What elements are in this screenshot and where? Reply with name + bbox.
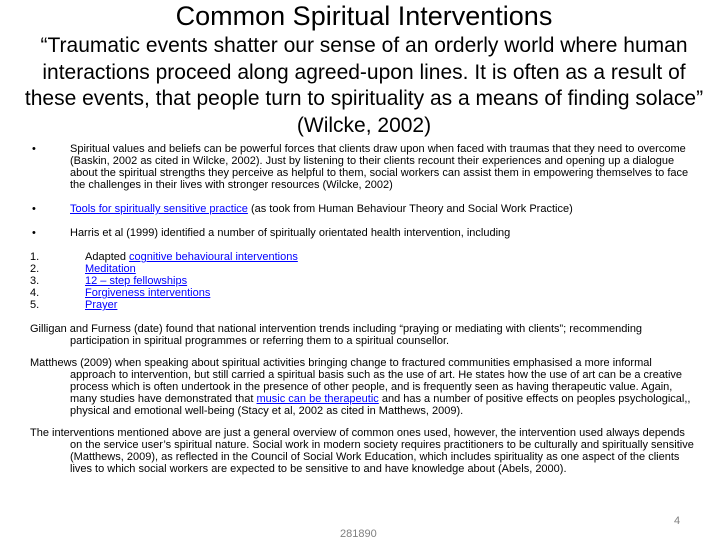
list-number: 2. <box>30 263 40 275</box>
meditation-link[interactable]: Meditation <box>85 263 136 275</box>
tools-for-practice-link[interactable]: Tools for spiritually sensitive practice <box>70 203 248 215</box>
bullet-mark: • <box>32 143 36 155</box>
cognitive-behavioural-link[interactable]: cognitive behavioural interventions <box>129 251 298 263</box>
list-number: 4. <box>30 287 40 299</box>
slide-number: 4 <box>674 515 681 527</box>
twelve-step-link[interactable]: 12 – step fellowships <box>85 275 188 287</box>
list-number: 1. <box>30 251 40 263</box>
opening-quote: “Traumatic events shatter our sense of an orderly world where human interactions proceed along agreed-upon lines. It is often as a result of these events, that people turn to spirituality as a means of finding solace” (Wilcke, 2002) <box>24 34 704 137</box>
list-item <box>30 263 698 275</box>
list-item <box>30 287 698 299</box>
music-therapeutic-link[interactable]: music can be therapeutic <box>256 393 379 405</box>
bullet-mark: • <box>32 203 36 215</box>
slide-footer: 281890 <box>340 528 377 540</box>
paragraph-interventions: The interventions mentioned above are just a general overview of common ones used, however, the intervention used always depends on the service user’s spiritual nature. Social work in modern society requires practitioners to be culturally and spiritually sensitive (Matthews, 2009), as reflected in the Council of Social Work Education, which includes spirituality as one aspect of the clients lives to which social workers are expected to be sensitive to and have knowledge about (Abels, 2000). <box>30 427 694 475</box>
paragraph-text: and has a number of positive effects on peoples psychological,, physical and emotional well-being (Stacy et al, 2002 as cited in Matthews, 2009). <box>70 393 691 417</box>
list-number: 5. <box>30 299 40 311</box>
slide-title: Common Spiritual Interventions <box>175 1 553 31</box>
list-number: 3. <box>30 275 40 287</box>
list-item <box>30 275 698 287</box>
forgiveness-link[interactable]: Forgiveness interventions <box>85 287 211 299</box>
list-prefix: Adapted <box>85 251 130 263</box>
bullet-mark: • <box>32 227 36 239</box>
intervention-list <box>30 251 698 311</box>
bullet-text: (as took from Human Behaviour Theory and Social Work Practice) <box>247 203 573 215</box>
bullet-harris <box>30 227 698 239</box>
bullet-spiritual-values <box>30 143 698 191</box>
bullet-tools <box>30 203 698 215</box>
bullet-text: Spiritual values and beliefs can be powerful forces that clients draw upon when faced with traumas that they need to overcome (Baskin, 2002 as cited in Wilcke, 2002). Just by listening to their clients recount their experiences and opening up a dialogue about the spiritual strengths they perceive as helpful to them, social workers can assist them in empowering themselves to face the challenges in their lives with stronger resources (Wilcke, 2002) <box>70 143 689 191</box>
paragraph-gilligan: Gilligan and Furness (date) found that national intervention trends including “praying or mediating with clients”; recommending participation in spiritual programmes or referring them to a spiritual counsellor. <box>30 323 643 347</box>
list-item <box>30 299 698 311</box>
slide-body <box>30 143 698 475</box>
bullet-text: Harris et al (1999) identified a number of spiritually orientated health intervention, including <box>70 227 511 239</box>
paragraph-text: Matthews (2009) when speaking about spiritual activities bringing change to fractured communities emphasised a more informal approach to intervention, but still carried a spiritual basis such as the use of art. He states how the use of art can be a creative process which is often undertook in the presence of other people, and is frequently seen as having therapeutic value. Again, many studies have demonstrated that <box>30 357 683 405</box>
list-item <box>30 251 698 263</box>
prayer-link[interactable]: Prayer <box>85 299 118 311</box>
paragraph-matthews <box>30 357 698 417</box>
